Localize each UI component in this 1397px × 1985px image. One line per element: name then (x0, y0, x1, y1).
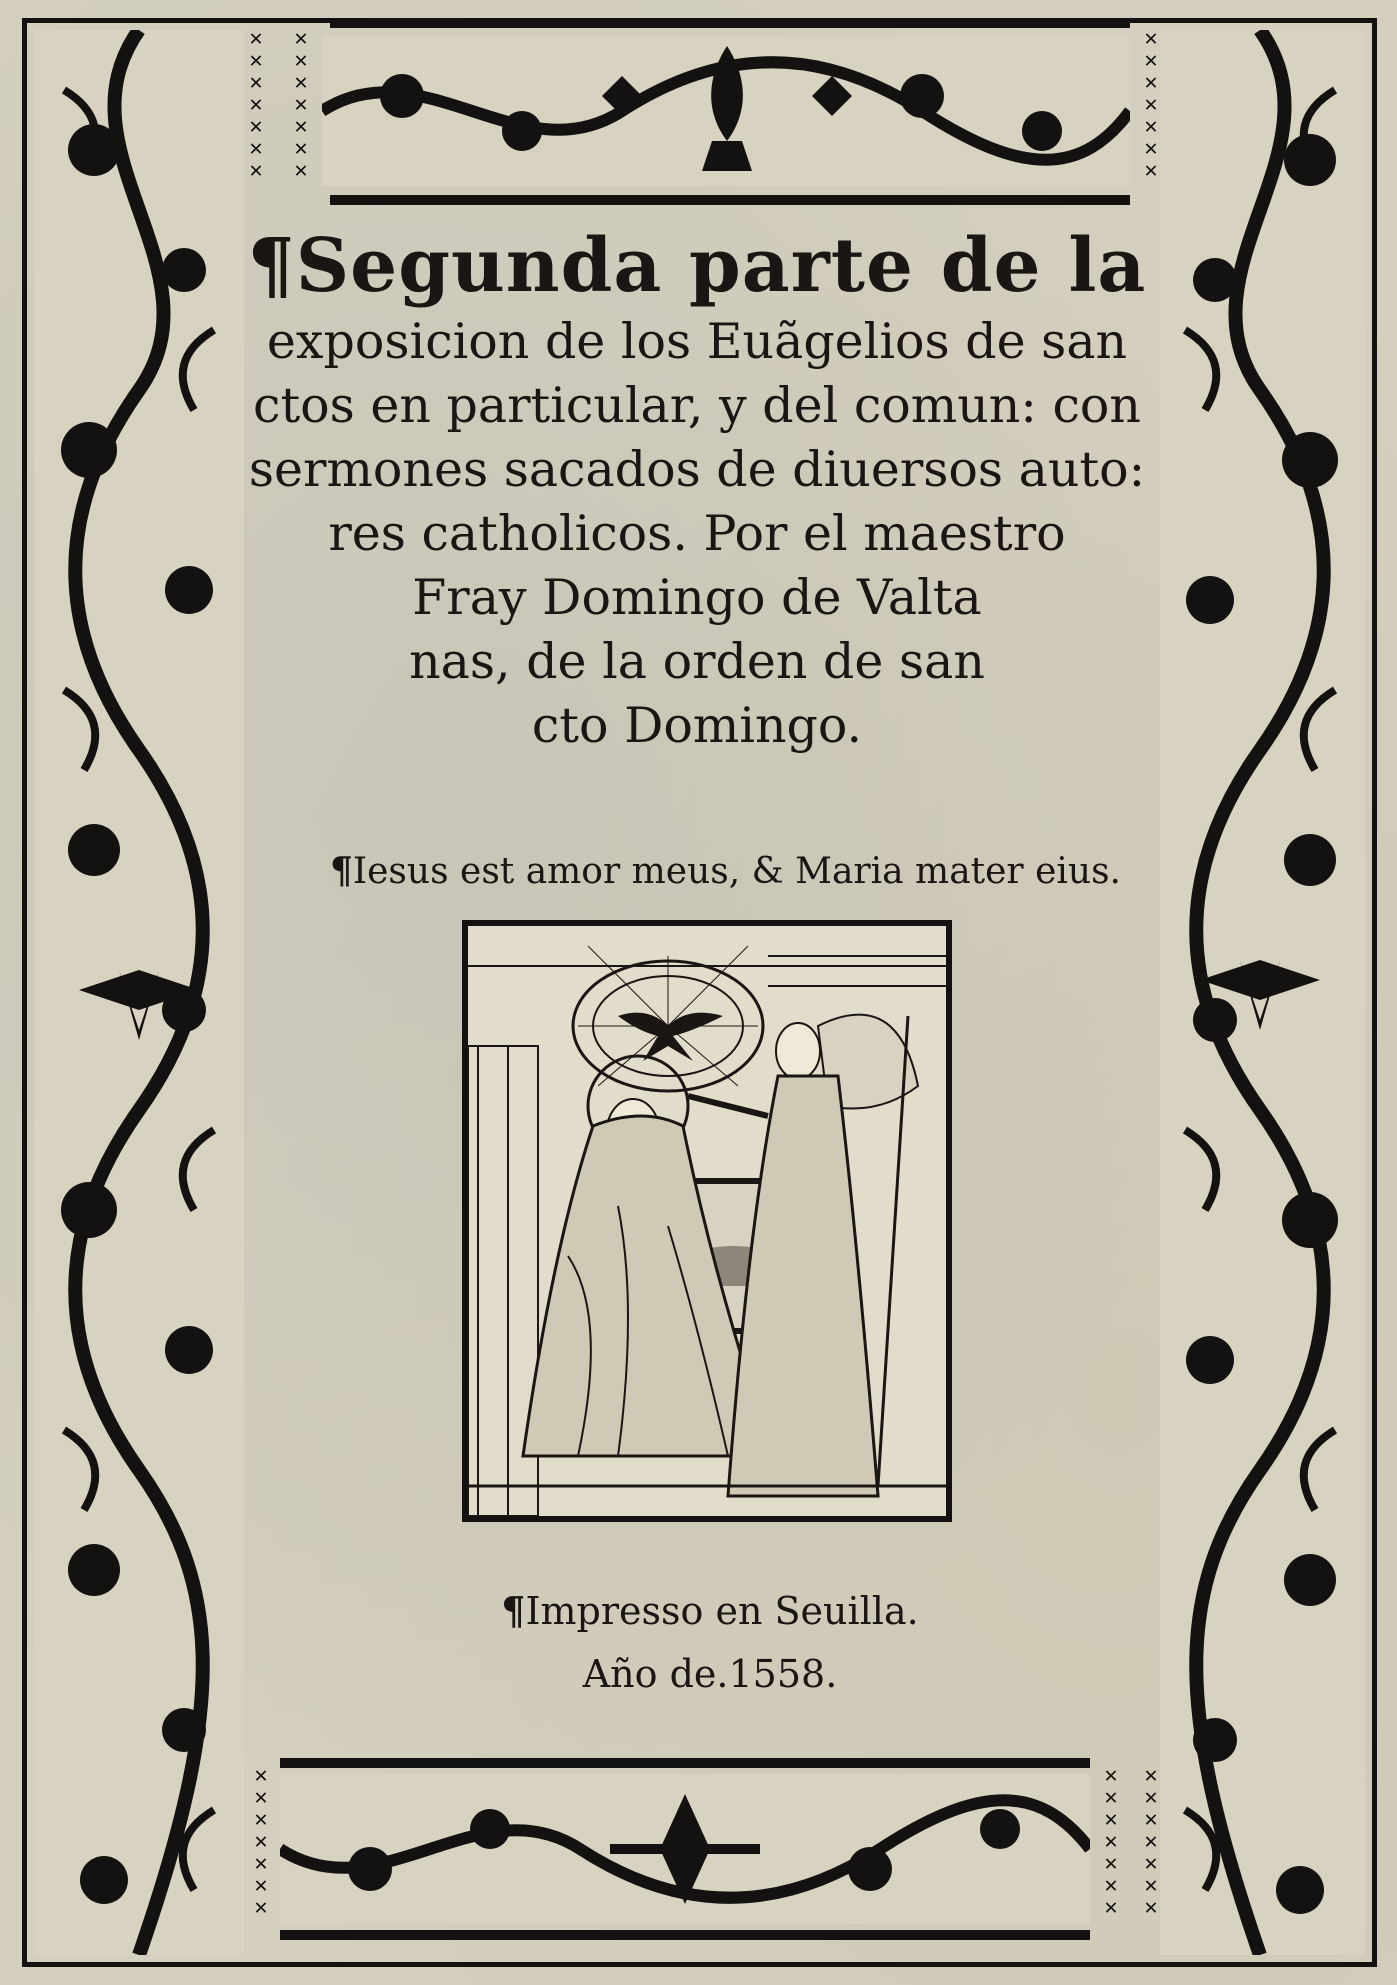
bottom-band-ornament (280, 1774, 1090, 1924)
imprint-place (430, 1588, 990, 1633)
bottom-floral-band (280, 1774, 1090, 1924)
cross-strip-bottom-right-2: ✕✕✕✕✕✕✕ (1144, 1763, 1158, 1920)
top-band-rule-lower (330, 195, 1130, 205)
left-floral-border (34, 30, 244, 1955)
title-line-7: nas, de la orden de san (409, 633, 985, 690)
border-line-left (22, 18, 27, 1967)
border-line-right (1372, 18, 1377, 1967)
right-vine-ornament (1160, 30, 1365, 1955)
title-line-2: exposicion de los Euãgelios de san (266, 313, 1128, 370)
title-text-1: Segunda parte de la (295, 223, 1147, 309)
right-floral-border (1160, 30, 1365, 1955)
title-block (232, 222, 1162, 758)
top-floral-band (322, 36, 1130, 186)
cross-strip-top-right: ✕✕✕✕✕✕✕ (1144, 26, 1158, 183)
motto-text: Iesus est amor meus, & Maria mater eius. (352, 851, 1121, 892)
pilcrow-mark: ¶ (247, 223, 296, 309)
title-line-8: cto Domingo. (531, 697, 863, 754)
pilcrow-mark: ¶ (330, 850, 353, 892)
cross-strip-top-left: ✕✕✕✕✕✕✕ (249, 26, 263, 183)
title-line-4: sermones sacados de diuersos auto: (248, 441, 1146, 498)
woodcut-illustration (468, 926, 946, 1516)
title-line-6: Fray Domingo de Valta (412, 569, 982, 626)
title-line-1 (232, 222, 1162, 310)
imprint-year: Año de.1558. (582, 1652, 838, 1696)
annunciation-woodcut (462, 920, 952, 1522)
cross-strip-top-left-2: ✕✕✕✕✕✕✕ (294, 26, 308, 183)
title-line-3: ctos en particular, y del comun: con (253, 377, 1141, 434)
cross-strip-bottom-right: ✕✕✕✕✕✕✕ (1104, 1763, 1118, 1920)
bottom-band-rule-upper (280, 1758, 1090, 1768)
border-line-bottom (22, 1962, 1377, 1967)
pilcrow-mark: ¶ (501, 1588, 526, 1633)
top-band-ornament (322, 36, 1130, 186)
imprint-place-text: Impresso en Seuilla. (525, 1589, 919, 1633)
bottom-band-rule-lower (280, 1930, 1090, 1940)
top-band-rule-upper (330, 18, 1130, 28)
title-line-5: res catholicos. Por el maestro (328, 505, 1066, 562)
motto (330, 850, 1121, 892)
cross-strip-bottom-left: ✕✕✕✕✕✕✕ (254, 1763, 268, 1920)
left-vine-ornament (34, 30, 244, 1955)
